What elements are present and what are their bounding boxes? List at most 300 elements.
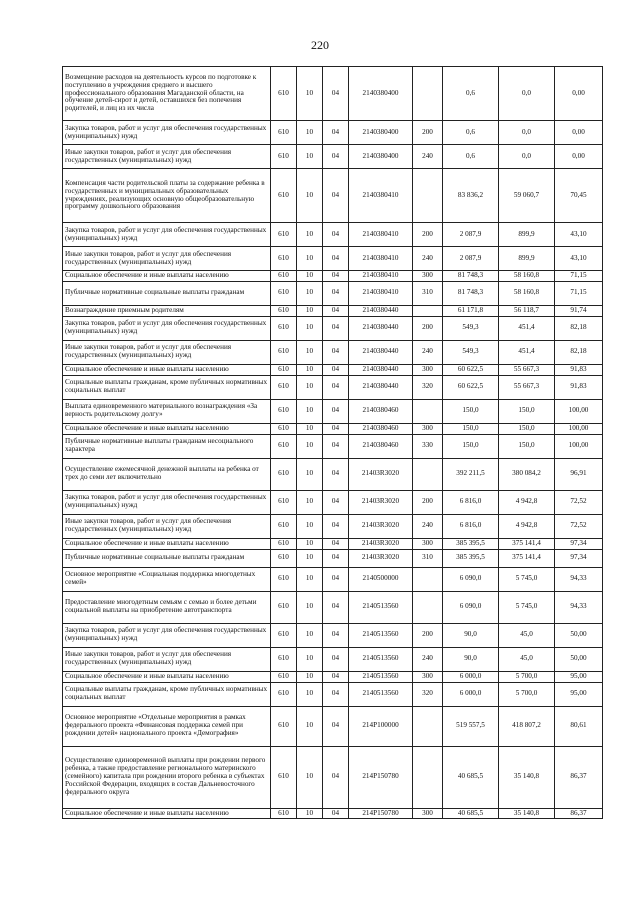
percent-executed-cell: 82,18 [555,340,603,364]
percent-executed-cell: 70,45 [555,169,603,223]
subsection-code-cell: 04 [323,340,349,364]
planned-amount-cell: 6 090,0 [443,591,499,623]
percent-executed-cell: 43,10 [555,223,603,247]
row-name-cell: Закупка товаров, работ и услуг для обеспечения государственных (муниципальных) нужд [63,121,271,145]
actual-amount-cell: 0,0 [499,121,555,145]
table-row [63,434,603,458]
table-row [63,623,603,647]
row-name-cell: Социальные выплаты гражданам, кроме публичных нормативных социальных выплат [63,682,271,706]
table-row [63,145,603,169]
row-name-cell: Социальное обеспечение и иные выплаты населению [63,808,271,819]
actual-amount-cell: 45,0 [499,647,555,671]
grbs-code-cell: 610 [271,591,297,623]
planned-amount-cell: 81 748,3 [443,271,499,282]
row-name-cell: Иные закупки товаров, работ и услуг для обеспечения государственных (муниципальных) нужд [63,340,271,364]
expense-type-cell: 200 [413,490,443,514]
percent-executed-cell: 94,33 [555,591,603,623]
expense-type-cell: 240 [413,514,443,538]
section-code-cell: 10 [297,223,323,247]
row-name-cell: Осуществление единовременной выплаты при рождении первого ребенка, а также предоставление регионального материнского (семейного) капитала при рождении второго ребенка в субъектах Российской Федерации, входящих в состав Дальневосточного федерального округа [63,746,271,808]
subsection-code-cell: 04 [323,121,349,145]
percent-executed-cell: 72,52 [555,514,603,538]
target-article-cell: 2140380460 [349,434,413,458]
target-article-cell: 2140513560 [349,591,413,623]
section-code-cell: 10 [297,514,323,538]
table-row [63,538,603,549]
row-name-cell: Иные закупки товаров, работ и услуг для обеспечения государственных (муниципальных) нужд [63,647,271,671]
subsection-code-cell: 04 [323,567,349,591]
row-name-cell: Социальное обеспечение и иные выплаты населению [63,423,271,434]
table-row [63,271,603,282]
planned-amount-cell: 90,0 [443,623,499,647]
expense-type-cell [413,67,443,121]
table-row [63,671,603,682]
row-name-cell: Социальное обеспечение и иные выплаты населению [63,538,271,549]
target-article-cell: 2140380440 [349,340,413,364]
row-name-cell: Закупка товаров, работ и услуг для обеспечения государственных (муниципальных) нужд [63,490,271,514]
grbs-code-cell: 610 [271,671,297,682]
row-name-cell: Закупка товаров, работ и услуг для обеспечения государственных (муниципальных) нужд [63,316,271,340]
row-name-cell: Социальные выплаты гражданам, кроме публичных нормативных социальных выплат [63,375,271,399]
expense-type-cell: 200 [413,121,443,145]
section-code-cell: 10 [297,808,323,819]
planned-amount-cell: 150,0 [443,399,499,423]
grbs-code-cell: 610 [271,305,297,316]
subsection-code-cell: 04 [323,706,349,746]
row-name-cell: Закупка товаров, работ и услуг для обеспечения государственных (муниципальных) нужд [63,223,271,247]
percent-executed-cell: 100,00 [555,399,603,423]
subsection-code-cell: 04 [323,281,349,305]
target-article-cell: 2140380400 [349,145,413,169]
planned-amount-cell: 6 816,0 [443,490,499,514]
subsection-code-cell: 04 [323,434,349,458]
row-name-cell: Основное мероприятие «Социальная поддержка многодетных семей» [63,567,271,591]
target-article-cell: 21403R3020 [349,549,413,567]
planned-amount-cell: 40 685,5 [443,746,499,808]
table-row [63,423,603,434]
actual-amount-cell: 150,0 [499,434,555,458]
target-article-cell: 21403R3020 [349,458,413,490]
target-article-cell: 2140380410 [349,247,413,271]
section-code-cell: 10 [297,538,323,549]
section-code-cell: 10 [297,623,323,647]
percent-executed-cell: 91,83 [555,375,603,399]
planned-amount-cell: 549,3 [443,340,499,364]
budget-table [62,66,603,819]
percent-executed-cell: 72,52 [555,490,603,514]
subsection-code-cell: 04 [323,514,349,538]
percent-executed-cell: 94,33 [555,567,603,591]
row-name-cell: Иные закупки товаров, работ и услуг для обеспечения государственных (муниципальных) нужд [63,247,271,271]
subsection-code-cell: 04 [323,591,349,623]
actual-amount-cell: 45,0 [499,623,555,647]
expense-type-cell: 200 [413,223,443,247]
grbs-code-cell: 610 [271,434,297,458]
planned-amount-cell: 6 816,0 [443,514,499,538]
percent-executed-cell: 0,00 [555,145,603,169]
planned-amount-cell: 385 395,5 [443,538,499,549]
target-article-cell: 2140380400 [349,67,413,121]
subsection-code-cell: 04 [323,247,349,271]
expense-type-cell [413,169,443,223]
subsection-code-cell: 04 [323,271,349,282]
subsection-code-cell: 04 [323,316,349,340]
expense-type-cell [413,305,443,316]
section-code-cell: 10 [297,145,323,169]
row-name-cell: Иные закупки товаров, работ и услуг для обеспечения государственных (муниципальных) нужд [63,514,271,538]
table-row [63,247,603,271]
grbs-code-cell: 610 [271,316,297,340]
table-row [63,281,603,305]
subsection-code-cell: 04 [323,145,349,169]
section-code-cell: 10 [297,121,323,145]
table-row [63,169,603,223]
grbs-code-cell: 610 [271,549,297,567]
planned-amount-cell: 2 087,9 [443,247,499,271]
table-row [63,305,603,316]
grbs-code-cell: 610 [271,647,297,671]
grbs-code-cell: 610 [271,247,297,271]
subsection-code-cell: 04 [323,538,349,549]
expense-type-cell: 240 [413,145,443,169]
table-row [63,746,603,808]
actual-amount-cell: 451,4 [499,316,555,340]
subsection-code-cell: 04 [323,808,349,819]
grbs-code-cell: 610 [271,223,297,247]
actual-amount-cell: 0,0 [499,145,555,169]
grbs-code-cell: 610 [271,490,297,514]
table-row [63,808,603,819]
planned-amount-cell: 83 836,2 [443,169,499,223]
expense-type-cell [413,591,443,623]
section-code-cell: 10 [297,647,323,671]
subsection-code-cell: 04 [323,423,349,434]
grbs-code-cell: 610 [271,364,297,375]
table-row [63,223,603,247]
section-code-cell: 10 [297,567,323,591]
percent-executed-cell: 71,15 [555,271,603,282]
expense-type-cell: 300 [413,808,443,819]
row-name-cell: Возмещение расходов на деятельность курсов по подготовке к поступлению в учреждения среднего и высшего профессионального образования Магаданской области, на обучение детей-сирот и детей, оставшихся без попечения родителей, и лиц из их числа [63,67,271,121]
section-code-cell: 10 [297,281,323,305]
target-article-cell: 2140380440 [349,364,413,375]
grbs-code-cell: 610 [271,746,297,808]
table-row [63,364,603,375]
expense-type-cell: 200 [413,623,443,647]
page-number: 220 [311,38,329,52]
table-row [63,549,603,567]
row-name-cell: Социальное обеспечение и иные выплаты населению [63,271,271,282]
table-row [63,706,603,746]
row-name-cell: Предоставление многодетным семьям с семью и более детьми социальной выплаты на приобретение автотранспорта [63,591,271,623]
actual-amount-cell: 5 745,0 [499,567,555,591]
planned-amount-cell: 150,0 [443,434,499,458]
grbs-code-cell: 610 [271,169,297,223]
table-row [63,514,603,538]
section-code-cell: 10 [297,375,323,399]
table-row [63,340,603,364]
percent-executed-cell: 50,00 [555,623,603,647]
grbs-code-cell: 610 [271,281,297,305]
table-row [63,591,603,623]
target-article-cell: 2140380410 [349,223,413,247]
actual-amount-cell: 375 141,4 [499,538,555,549]
expense-type-cell: 240 [413,340,443,364]
actual-amount-cell: 150,0 [499,423,555,434]
expense-type-cell: 320 [413,375,443,399]
grbs-code-cell: 610 [271,67,297,121]
planned-amount-cell: 6 000,0 [443,682,499,706]
grbs-code-cell: 610 [271,340,297,364]
grbs-code-cell: 610 [271,567,297,591]
percent-executed-cell: 82,18 [555,316,603,340]
grbs-code-cell: 610 [271,399,297,423]
subsection-code-cell: 04 [323,223,349,247]
section-code-cell: 10 [297,671,323,682]
planned-amount-cell: 81 748,3 [443,281,499,305]
subsection-code-cell: 04 [323,682,349,706]
row-name-cell: Вознаграждение приемным родителям [63,305,271,316]
section-code-cell: 10 [297,316,323,340]
table-row [63,490,603,514]
subsection-code-cell: 04 [323,746,349,808]
section-code-cell: 10 [297,305,323,316]
actual-amount-cell: 59 060,7 [499,169,555,223]
actual-amount-cell: 55 667,3 [499,375,555,399]
subsection-code-cell: 04 [323,623,349,647]
actual-amount-cell: 899,9 [499,247,555,271]
grbs-code-cell: 610 [271,145,297,169]
percent-executed-cell: 0,00 [555,67,603,121]
target-article-cell: 214P150780 [349,808,413,819]
section-code-cell: 10 [297,364,323,375]
table-row [63,399,603,423]
expense-type-cell: 320 [413,682,443,706]
table-row [63,121,603,145]
actual-amount-cell: 35 140,8 [499,746,555,808]
percent-executed-cell: 80,61 [555,706,603,746]
row-name-cell: Основное мероприятие «Отдельные мероприятия в рамках федерального проекта «Финансовая поддержка семей при рождении детей» национального проекта «Демография» [63,706,271,746]
grbs-code-cell: 610 [271,808,297,819]
row-name-cell: Публичные нормативные социальные выплаты гражданам [63,281,271,305]
target-article-cell: 2140513560 [349,647,413,671]
target-article-cell: 2140380460 [349,423,413,434]
table-row [63,375,603,399]
section-code-cell: 10 [297,458,323,490]
planned-amount-cell: 40 685,5 [443,808,499,819]
section-code-cell: 10 [297,67,323,121]
target-article-cell: 2140380460 [349,399,413,423]
planned-amount-cell: 60 622,5 [443,375,499,399]
planned-amount-cell: 0,6 [443,121,499,145]
target-article-cell: 2140380440 [349,375,413,399]
actual-amount-cell: 899,9 [499,223,555,247]
planned-amount-cell: 150,0 [443,423,499,434]
actual-amount-cell: 58 160,8 [499,281,555,305]
expense-type-cell: 300 [413,364,443,375]
expense-type-cell: 300 [413,671,443,682]
expense-type-cell: 300 [413,538,443,549]
target-article-cell: 21403R3020 [349,490,413,514]
subsection-code-cell: 04 [323,458,349,490]
expense-type-cell: 330 [413,434,443,458]
actual-amount-cell: 5 745,0 [499,591,555,623]
subsection-code-cell: 04 [323,364,349,375]
section-code-cell: 10 [297,340,323,364]
grbs-code-cell: 610 [271,682,297,706]
section-code-cell: 10 [297,706,323,746]
target-article-cell: 21403R3020 [349,538,413,549]
row-name-cell: Социальное обеспечение и иные выплаты населению [63,671,271,682]
subsection-code-cell: 04 [323,375,349,399]
grbs-code-cell: 610 [271,423,297,434]
subsection-code-cell: 04 [323,399,349,423]
percent-executed-cell: 91,74 [555,305,603,316]
actual-amount-cell: 375 141,4 [499,549,555,567]
actual-amount-cell: 5 700,0 [499,671,555,682]
grbs-code-cell: 610 [271,121,297,145]
row-name-cell: Выплата единовременного материального вознаграждения «За верность родительскому долгу» [63,399,271,423]
expense-type-cell: 300 [413,271,443,282]
row-name-cell: Публичные нормативные социальные выплаты гражданам [63,549,271,567]
table-row [63,567,603,591]
percent-executed-cell: 97,34 [555,538,603,549]
planned-amount-cell: 2 087,9 [443,223,499,247]
target-article-cell: 214P150780 [349,746,413,808]
expense-type-cell [413,746,443,808]
planned-amount-cell: 519 557,5 [443,706,499,746]
target-article-cell: 214P100000 [349,706,413,746]
percent-executed-cell: 86,37 [555,808,603,819]
expense-type-cell: 310 [413,549,443,567]
planned-amount-cell: 385 395,5 [443,549,499,567]
subsection-code-cell: 04 [323,490,349,514]
actual-amount-cell: 5 700,0 [499,682,555,706]
subsection-code-cell: 04 [323,67,349,121]
section-code-cell: 10 [297,434,323,458]
planned-amount-cell: 0,6 [443,145,499,169]
expense-type-cell [413,458,443,490]
expense-type-cell [413,567,443,591]
expense-type-cell: 240 [413,647,443,671]
target-article-cell: 2140513560 [349,682,413,706]
budget-table-body [63,67,603,819]
planned-amount-cell: 6 000,0 [443,671,499,682]
percent-executed-cell: 96,91 [555,458,603,490]
actual-amount-cell: 35 140,8 [499,808,555,819]
section-code-cell: 10 [297,746,323,808]
section-code-cell: 10 [297,169,323,223]
table-row [63,67,603,121]
grbs-code-cell: 610 [271,375,297,399]
percent-executed-cell: 91,83 [555,364,603,375]
grbs-code-cell: 610 [271,458,297,490]
target-article-cell: 2140380410 [349,169,413,223]
target-article-cell: 2140380440 [349,316,413,340]
grbs-code-cell: 610 [271,538,297,549]
section-code-cell: 10 [297,490,323,514]
grbs-code-cell: 610 [271,514,297,538]
section-code-cell: 10 [297,549,323,567]
table-row [63,458,603,490]
planned-amount-cell: 90,0 [443,647,499,671]
percent-executed-cell: 86,37 [555,746,603,808]
actual-amount-cell: 55 667,3 [499,364,555,375]
percent-executed-cell: 50,00 [555,647,603,671]
row-name-cell: Осуществление ежемесячной денежной выплаты на ребенка от трех до семи лет включительно [63,458,271,490]
target-article-cell: 2140500000 [349,567,413,591]
table-row [63,647,603,671]
expense-type-cell: 310 [413,281,443,305]
actual-amount-cell: 380 084,2 [499,458,555,490]
actual-amount-cell: 451,4 [499,340,555,364]
actual-amount-cell: 4 942,8 [499,514,555,538]
target-article-cell: 2140380410 [349,271,413,282]
expense-type-cell: 200 [413,316,443,340]
actual-amount-cell: 4 942,8 [499,490,555,514]
section-code-cell: 10 [297,247,323,271]
subsection-code-cell: 04 [323,647,349,671]
table-row [63,682,603,706]
percent-executed-cell: 100,00 [555,423,603,434]
actual-amount-cell: 56 118,7 [499,305,555,316]
planned-amount-cell: 6 090,0 [443,567,499,591]
planned-amount-cell: 549,3 [443,316,499,340]
subsection-code-cell: 04 [323,305,349,316]
expense-type-cell: 240 [413,247,443,271]
actual-amount-cell: 0,0 [499,67,555,121]
percent-executed-cell: 95,00 [555,682,603,706]
target-article-cell: 2140380410 [349,281,413,305]
expense-type-cell [413,706,443,746]
section-code-cell: 10 [297,271,323,282]
actual-amount-cell: 150,0 [499,399,555,423]
section-code-cell: 10 [297,591,323,623]
grbs-code-cell: 610 [271,623,297,647]
grbs-code-cell: 610 [271,706,297,746]
percent-executed-cell: 100,00 [555,434,603,458]
actual-amount-cell: 58 160,8 [499,271,555,282]
table-row [63,316,603,340]
row-name-cell: Иные закупки товаров, работ и услуг для обеспечения государственных (муниципальных) нужд [63,145,271,169]
planned-amount-cell: 0,6 [443,67,499,121]
row-name-cell: Компенсация части родительской платы за содержание ребенка в государственных и муниципальных образовательных учреждениях, реализующих основную общеобразовательную программу дошкольного образования [63,169,271,223]
row-name-cell: Социальное обеспечение и иные выплаты населению [63,364,271,375]
target-article-cell: 2140513560 [349,671,413,682]
row-name-cell: Закупка товаров, работ и услуг для обеспечения государственных (муниципальных) нужд [63,623,271,647]
expense-type-cell: 300 [413,423,443,434]
section-code-cell: 10 [297,399,323,423]
expense-type-cell [413,399,443,423]
planned-amount-cell: 61 171,8 [443,305,499,316]
percent-executed-cell: 97,34 [555,549,603,567]
target-article-cell: 21403R3020 [349,514,413,538]
percent-executed-cell: 0,00 [555,121,603,145]
percent-executed-cell: 95,00 [555,671,603,682]
target-article-cell: 2140380440 [349,305,413,316]
actual-amount-cell: 418 807,2 [499,706,555,746]
planned-amount-cell: 392 211,5 [443,458,499,490]
target-article-cell: 2140513560 [349,623,413,647]
target-article-cell: 2140380400 [349,121,413,145]
subsection-code-cell: 04 [323,169,349,223]
row-name-cell: Публичные нормативные выплаты гражданам несоциального характера [63,434,271,458]
grbs-code-cell: 610 [271,271,297,282]
subsection-code-cell: 04 [323,549,349,567]
section-code-cell: 10 [297,682,323,706]
section-code-cell: 10 [297,423,323,434]
percent-executed-cell: 71,15 [555,281,603,305]
